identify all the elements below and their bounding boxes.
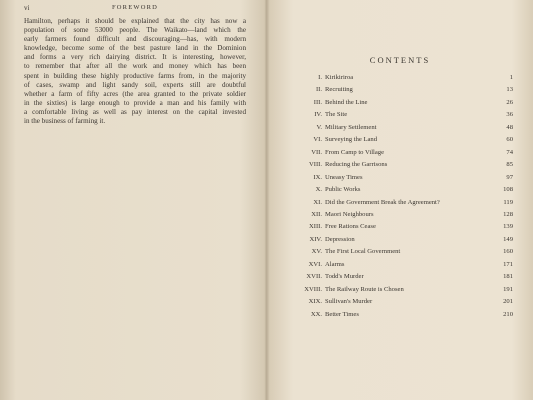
chapter-page: 171 [503, 260, 513, 268]
chapter-title: Maori Neighbours [325, 210, 374, 218]
toc-entry [267, 160, 533, 170]
toc-entry [267, 272, 533, 282]
chapter-page: 139 [503, 223, 513, 231]
chapter-page: 74 [506, 148, 513, 156]
chapter-title: The Site [325, 111, 348, 119]
chapter-page: 201 [503, 298, 513, 306]
chapter-number: I. [318, 74, 322, 81]
chapter-title: Behind the Line [325, 98, 368, 106]
chapter-title: Todd's Murder [325, 273, 364, 281]
chapter-number: XI. [313, 198, 322, 206]
chapter-page: 149 [503, 235, 513, 243]
chapter-number: VI. [313, 136, 322, 144]
toc-entry [267, 222, 533, 232]
chapter-number: XVII. [306, 273, 322, 281]
chapter-number: XII. [311, 210, 322, 218]
chapter-title: Public Works [325, 186, 361, 194]
toc-entry [267, 297, 533, 307]
chapter-title: From Camp to Village [325, 148, 385, 156]
chapter-page: 210 [503, 310, 513, 318]
chapter-title: Sullivan's Murder [325, 298, 373, 306]
toc-entry [267, 285, 533, 295]
chapter-number: II. [315, 86, 322, 94]
page-number: vi [24, 4, 30, 12]
toc-entry [267, 85, 533, 95]
toc-entry [267, 110, 533, 120]
contents-title: CONTENTS [369, 55, 431, 65]
chapter-page: 26 [506, 98, 513, 106]
text-line: and forms a very rich dairying district. It is interesting, however, [24, 53, 246, 62]
chapter-page: 128 [503, 210, 513, 218]
toc-entry [267, 98, 533, 108]
text-line: in the sixties) is large enough to provide a man and his family with [24, 98, 246, 107]
chapter-title: Kirikiriroa [325, 74, 354, 81]
chapter-number: XIV. [309, 235, 322, 243]
chapter-page: 108 [503, 186, 513, 194]
chapter-title: Depression [325, 235, 355, 243]
chapter-number: VIII. [309, 161, 322, 169]
chapter-title: Reducing the Garrisons [325, 161, 388, 169]
chapter-title: Military Settlement [325, 123, 377, 131]
chapter-title: Did the Government Break the Agreement? [325, 198, 440, 206]
chapter-title: Alarms [325, 260, 345, 268]
toc-entry [267, 198, 533, 208]
text-line: population of some 53000 people. The Waikato—land which the [24, 26, 246, 35]
chapter-page: 191 [503, 285, 513, 293]
chapter-page: 119 [503, 198, 513, 206]
chapter-page: 36 [506, 111, 513, 119]
text-line: a comfortable living as well as pay interest on the capital invested [24, 107, 246, 116]
text-line: to remember that after all the work and money which has been [24, 62, 246, 71]
chapter-number: III. [313, 98, 322, 106]
chapter-page: 60 [506, 136, 513, 144]
chapter-number: XIII. [309, 223, 322, 231]
text-line: in the business of farming it. [24, 117, 106, 126]
chapter-page: 181 [503, 273, 513, 281]
chapter-number: V. [316, 123, 322, 131]
toc-entry [267, 73, 533, 83]
chapter-title: The First Local Government [325, 248, 401, 256]
chapter-number: XIX. [308, 298, 322, 306]
chapter-number: XV. [311, 248, 322, 256]
chapter-number: XVIII. [304, 285, 322, 293]
toc-entry [267, 235, 533, 245]
toc-entry [267, 135, 533, 145]
chapter-number: IX. [313, 173, 322, 181]
toc-entry [267, 123, 533, 133]
toc-entry [267, 148, 533, 158]
chapter-title: The Railway Route is Chosen [325, 285, 404, 293]
running-head-title: FOREWORD [111, 4, 159, 11]
toc-entry [267, 260, 533, 270]
chapter-number: X. [315, 186, 322, 194]
toc-entry [267, 173, 533, 183]
toc-entry [267, 310, 533, 320]
toc-entry [267, 247, 533, 257]
chapter-page: 160 [503, 248, 513, 256]
chapter-title: Surveying the Land [325, 136, 378, 144]
chapter-page: 97 [506, 173, 513, 181]
chapter-page: 1 [509, 74, 513, 81]
text-line: knowledge, become some of the best pasture land in the Dominion [24, 44, 246, 53]
chapter-title: Better Times [325, 310, 359, 318]
chapter-page: 13 [506, 86, 513, 94]
chapter-number: XX. [310, 310, 322, 318]
chapter-number: VII. [311, 148, 322, 156]
chapter-page: 48 [506, 123, 513, 131]
chapter-number: IV. [314, 111, 322, 119]
toc-entry [267, 185, 533, 195]
chapter-page: 85 [506, 161, 513, 169]
text-line: whether a farm of fifty acres (the area granted to the private soldier [24, 89, 246, 98]
chapter-number: XVI. [308, 260, 322, 268]
text-line: of cases, swamp and light sandy soil, experts still are doubtful [24, 80, 246, 89]
foreword-text [24, 17, 246, 126]
chapter-title: Uneasy Times [325, 173, 363, 181]
text-line: spent in building these highly productive farms from, in the majority [24, 71, 246, 80]
toc-entry [267, 210, 533, 220]
left-page [0, 0, 266, 400]
text-line: early farmers found difficult and discouraging—has, with modern [24, 35, 246, 44]
chapter-title: Recruiting [325, 86, 353, 94]
text-line: Hamilton, perhaps it should be explained that the city has now a [24, 17, 246, 25]
right-page [267, 0, 533, 400]
chapter-title: Free Rations Cease [325, 223, 376, 231]
